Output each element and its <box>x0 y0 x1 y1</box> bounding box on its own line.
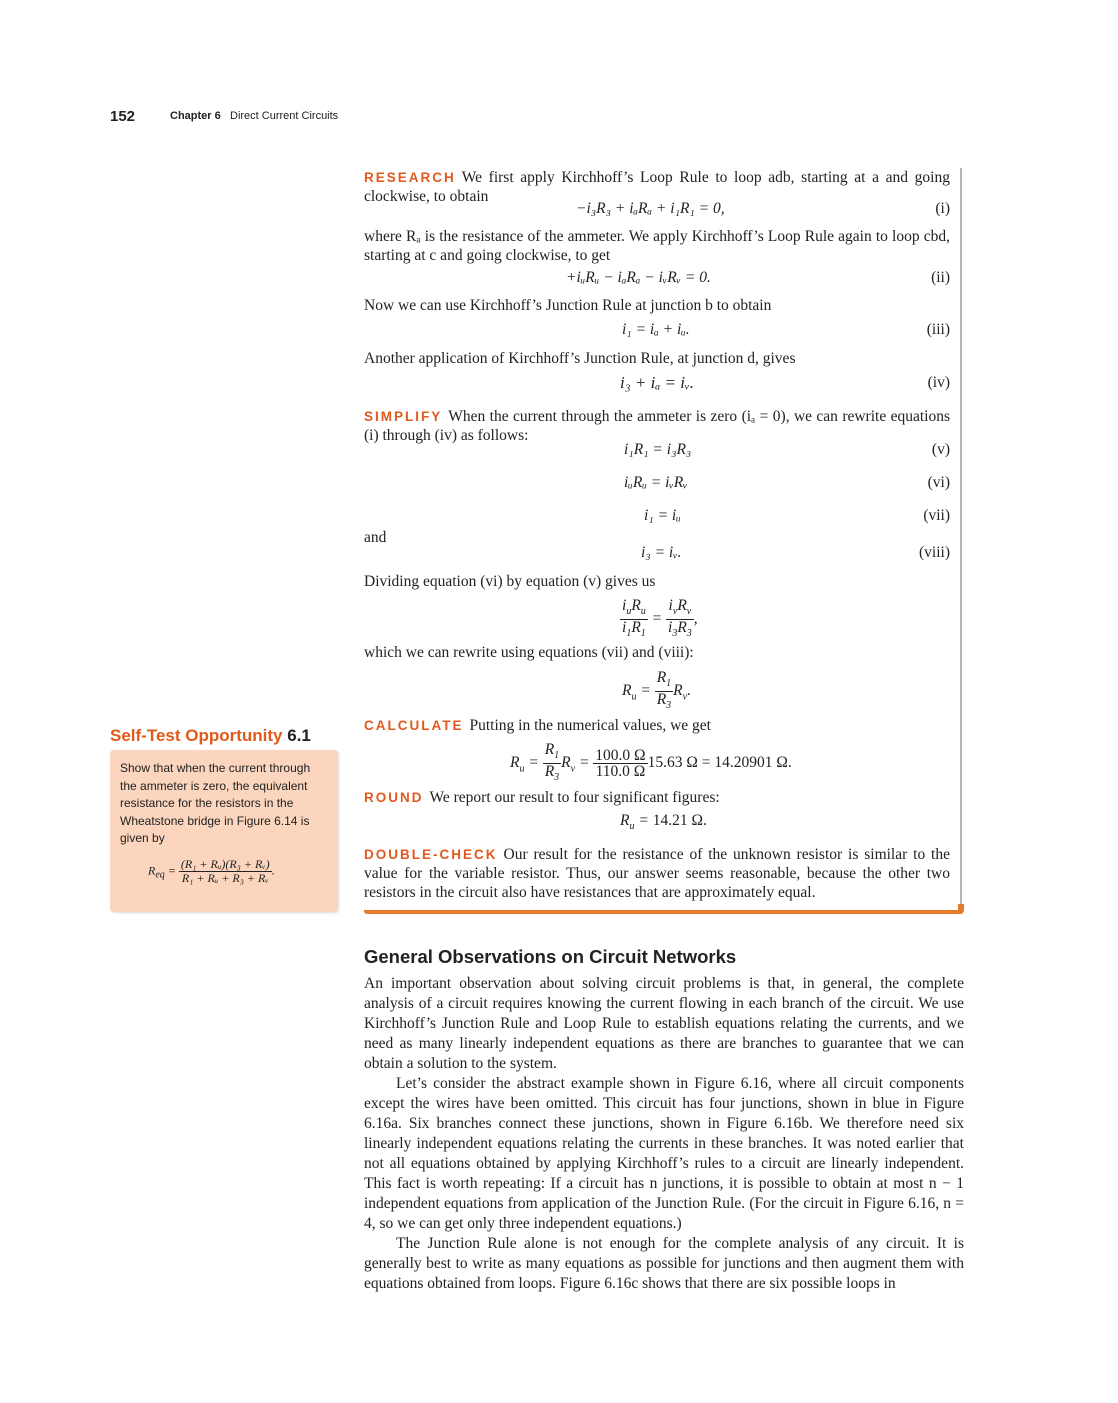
research-paragraph-2: where Rₐ is the resistance of the ammeter. We apply Kirchhoff’s Loop Rule again to loop cbd, starting at c and going clockwise, to get <box>364 228 950 264</box>
r3-value: 110.0 Ω <box>595 763 646 781</box>
equation-ii: +iᵤRᵤ − iₐRₐ − iᵥRᵥ = 0. <box>566 269 711 286</box>
section-paragraph-3: The Junction Rule alone is not enough for the complete analysis of any circuit. It is generally best to write as many equations as possible for junctions and then augment them with equations obtained from loops. Figure 6.16c shows that there are six possible loops in <box>364 1235 964 1292</box>
and-text: and <box>364 529 387 546</box>
calculate-result: 15.63 Ω = 14.20901 Ω. <box>647 754 792 772</box>
example-box-bottom-rule <box>364 910 962 914</box>
equation-i: −i₃R₃ + iₐRₐ + i₁R₁ = 0, <box>576 200 725 217</box>
equation-iii: i₁ = iₐ + iᵤ. <box>622 321 690 338</box>
equation-viii: i₃ = iᵥ. <box>641 544 682 561</box>
section-paragraph-2: Let’s consider the abstract example shown in Figure 6.16, where all circuit components except the wires have been omitted. This circuit has four junctions, shown in blue in Figure 6.16a. Six branches connect these junctions, shown in Figure 6.16b. We therefore need six linearly independent equations relating the currents in these branches. It was noted earlier that not all equations obtained by applying Kirchhoff’s rules to a circuit are linearly independent. This fact is worth repeating: If a circuit has n junctions, it is possible to obtain at most n − 1 independent equations from application of the Junction Rule. (For the circuit in Figure 6.16, n = 4, so we can get only three independent equations.) <box>364 1075 964 1232</box>
calculate-equation: $R_u$ = $\frac{R_1}{R_3}$ $R_v$ = $\frac{100.0 \Omega}{110.0 \Omega}$ 15.63 Ω = 14.20901 Ω. <box>510 741 792 784</box>
calculate-text: Putting in the numerical values, we get <box>469 717 711 734</box>
round-text: We report our result to four significant figures: <box>429 789 720 806</box>
simplify-text: When the current through the ammeter is zero (iₐ = 0), we can rewrite equations (i) through (iv) as follows: <box>364 408 950 444</box>
self-test-box <box>110 750 338 912</box>
equation-ii-number: (ii) <box>931 269 950 286</box>
equation-vii: i₁ = iᵤ <box>644 507 681 524</box>
simplify-paragraph-3: which we can rewrite using equations (vii) and (viii): <box>364 644 694 661</box>
double-check-label: DOUBLE-CHECK <box>364 847 498 862</box>
r1-value: 100.0 Ω <box>595 747 646 765</box>
self-test-denominator: R₁ + Rᵤ + R₃ + Rᵥ <box>181 871 269 885</box>
self-test-number: 6.1 <box>287 726 311 745</box>
round-result-equation: $R_u = 14.21$ Ω. <box>620 812 707 833</box>
research-paragraph-3: Now we can use Kirchhoff’s Junction Rule at junction b to obtain <box>364 297 772 314</box>
equation-iii-number: (iii) <box>926 321 950 338</box>
equation-viii-number: (viii) <box>919 544 950 561</box>
example-box-right-rule <box>960 168 962 914</box>
simplify-paragraph <box>364 407 950 445</box>
equation-v-number: (v) <box>931 441 950 458</box>
equation-v: i₁R₁ = i₃R₃ <box>624 441 692 458</box>
section-heading: General Observations on Circuit Networks <box>364 946 737 967</box>
equation-vi: iᵤRᵤ = iᵥRᵥ <box>624 474 688 491</box>
double-check-paragraph <box>364 845 950 902</box>
ratio-equation: $\frac{i_uR_u}{i_1R_1}$ = $\frac{i_vR_v}{i_3R_3}$ , <box>622 597 698 640</box>
page-number: 152 <box>110 108 136 125</box>
self-test-title <box>110 726 311 746</box>
round-paragraph <box>364 788 950 807</box>
double-check-text: Our result for the resistance of the unknown resistor is similar to the value for the variable resistor. Thus, our answer seems reasonable, because the other two resistors in the circuit also have resistances that are approximately equal. <box>364 846 950 901</box>
equation-iv-number: (iv) <box>927 374 950 391</box>
research-paragraph-4: Another application of Kirchhoff’s Junction Rule, at junction d, gives <box>364 350 796 367</box>
equation-vi-number: (vi) <box>927 474 950 491</box>
calculate-paragraph <box>364 716 950 735</box>
equation-i-number: (i) <box>935 200 950 217</box>
self-test-numerator: (R₁ + Rᵤ)(R₃ + Rᵥ) <box>180 857 270 871</box>
equation-iv: i₃ + iₐ = iᵥ. <box>620 373 695 392</box>
example-box-corner <box>958 904 964 914</box>
chapter-title: Direct Current Circuits <box>230 110 339 122</box>
chapter-label: Chapter 6 <box>170 110 221 122</box>
equation-vii-number: (vii) <box>923 507 950 524</box>
research-label: RESEARCH <box>364 170 456 185</box>
simplify-paragraph-2: Dividing equation (vi) by equation (v) gives us <box>364 573 656 590</box>
section-paragraph-1: An important observation about solving circuit problems is that, in general, the complete analysis of a circuit requires knowing the current flowing in each branch of the circuit. We use Kirchhoff’s Junction Rule and Loop Rule to establish equations relating the currents, and we need as many linearly independent equations as there are branches to guarantee that we can obtain a solution to the system. <box>364 975 964 1072</box>
simplify-label: SIMPLIFY <box>364 409 443 424</box>
research-text: We first apply Kirchhoff’s Loop Rule to loop adb, starting at a and going clockwise, to obtain <box>364 169 950 205</box>
self-test-text: Show that when the current through the ammeter is zero, the equivalent resistance for the resistors in the Wheatstone bridge in Figure 6.14 is given by <box>120 761 311 845</box>
running-header <box>110 108 339 126</box>
round-label: ROUND <box>364 790 424 805</box>
self-test-title-text: Self-Test Opportunity <box>110 726 283 745</box>
self-test-equation: $R_{eq}$ = $\frac{\text{(R₁ + Rᵤ)(R₃ + Rᵥ)}}{\text{R₁ + Rᵤ + R₃ + Rᵥ}}$ . <box>148 857 275 885</box>
result-formula: $R_u$ = $\frac{R_1}{R_3}$ $R_v$. <box>622 669 691 712</box>
calculate-label: CALCULATE <box>364 718 464 733</box>
round-result: 14.21 Ω. <box>652 812 707 829</box>
